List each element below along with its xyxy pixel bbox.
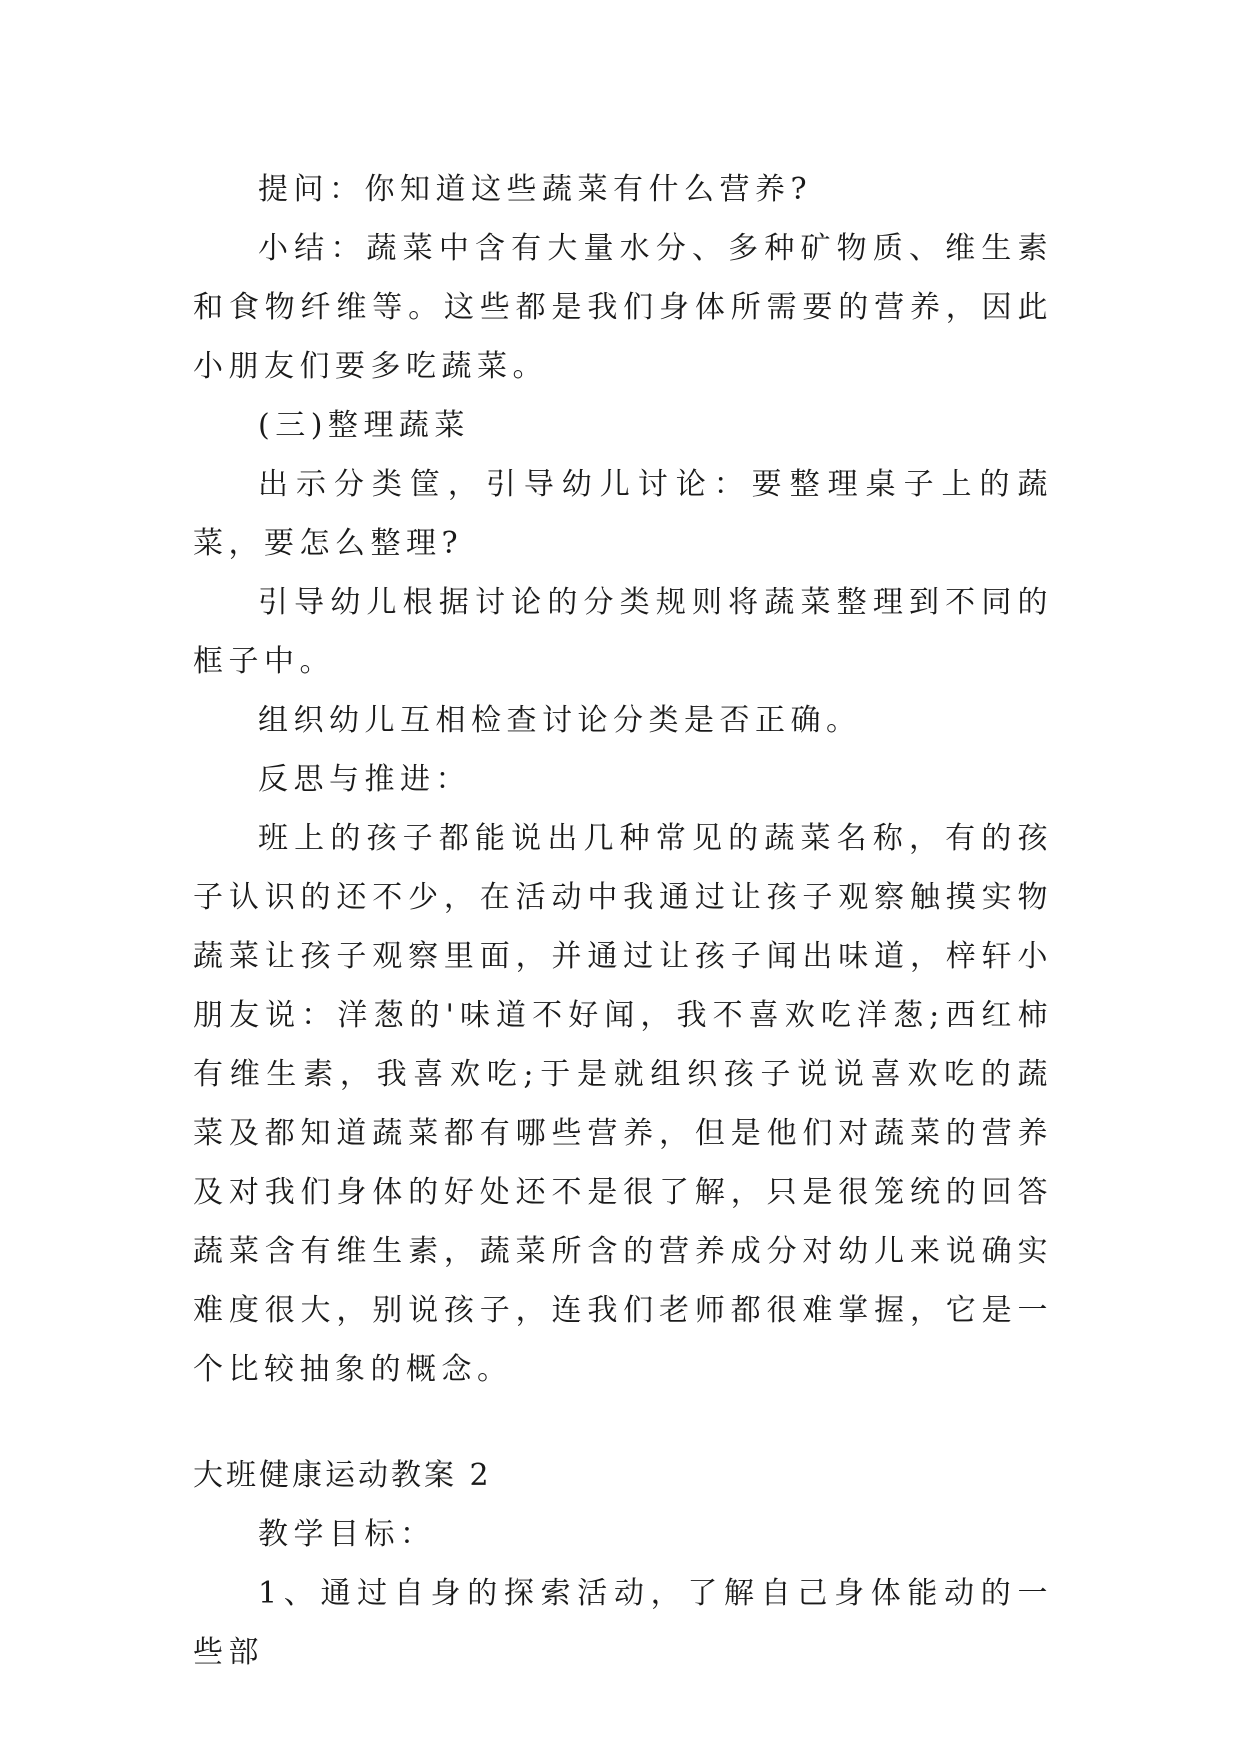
paragraph-goal-1: 1、通过自身的探索活动，了解自己身体能动的一些部	[193, 1576, 1053, 1670]
paragraph-check: 组织幼儿互相检查讨论分类是否正确。	[258, 703, 862, 738]
paragraph-subheading: (三)整理蔬菜	[258, 408, 470, 443]
paragraph-teaching-goals: 教学目标：	[258, 1517, 436, 1552]
paragraph-reflection-heading: 反思与推进：	[258, 762, 471, 797]
paragraph-guide-sort: 引导幼儿根据讨论的分类规则将蔬菜整理到不同的框子中。	[193, 585, 1053, 679]
paragraph-show-basket: 出示分类筐，引导幼儿讨论：要整理桌子上的蔬菜，要怎么整理?	[193, 467, 1053, 561]
paragraph-reflection-body: 班上的孩子都能说出几种常见的蔬菜名称，有的孩子认识的还不少，在活动中我通过让孩子观察触摸实物蔬菜让孩子观察里面，并通过让孩子闻出味道，梓轩小朋友说：洋葱的'味道不好闻，我不喜欢吃洋葱;西红柿有维生素，我喜欢吃;于是就组织孩子说说喜欢吃的蔬菜及都知道蔬菜都有哪些营养，但是他们对蔬菜的营养及对我们身体的好处还不是很了解，只是很笼统的回答蔬菜含有维生素，蔬菜所含的营养成分对幼儿来说确实难度很大，别说孩子，连我们老师都很难掌握，它是一个比较抽象的概念。	[193, 821, 1053, 1387]
document-body	[193, 160, 1053, 1682]
section-title: 大班健康运动教案 2	[193, 1458, 492, 1493]
paragraph-question: 提问：你知道这些蔬菜有什么营养?	[258, 172, 813, 207]
paragraph-summary: 小结：蔬菜中含有大量水分、多种矿物质、维生素和食物纤维等。这些都是我们身体所需要的营养，因此小朋友们要多吃蔬菜。	[193, 231, 1053, 384]
